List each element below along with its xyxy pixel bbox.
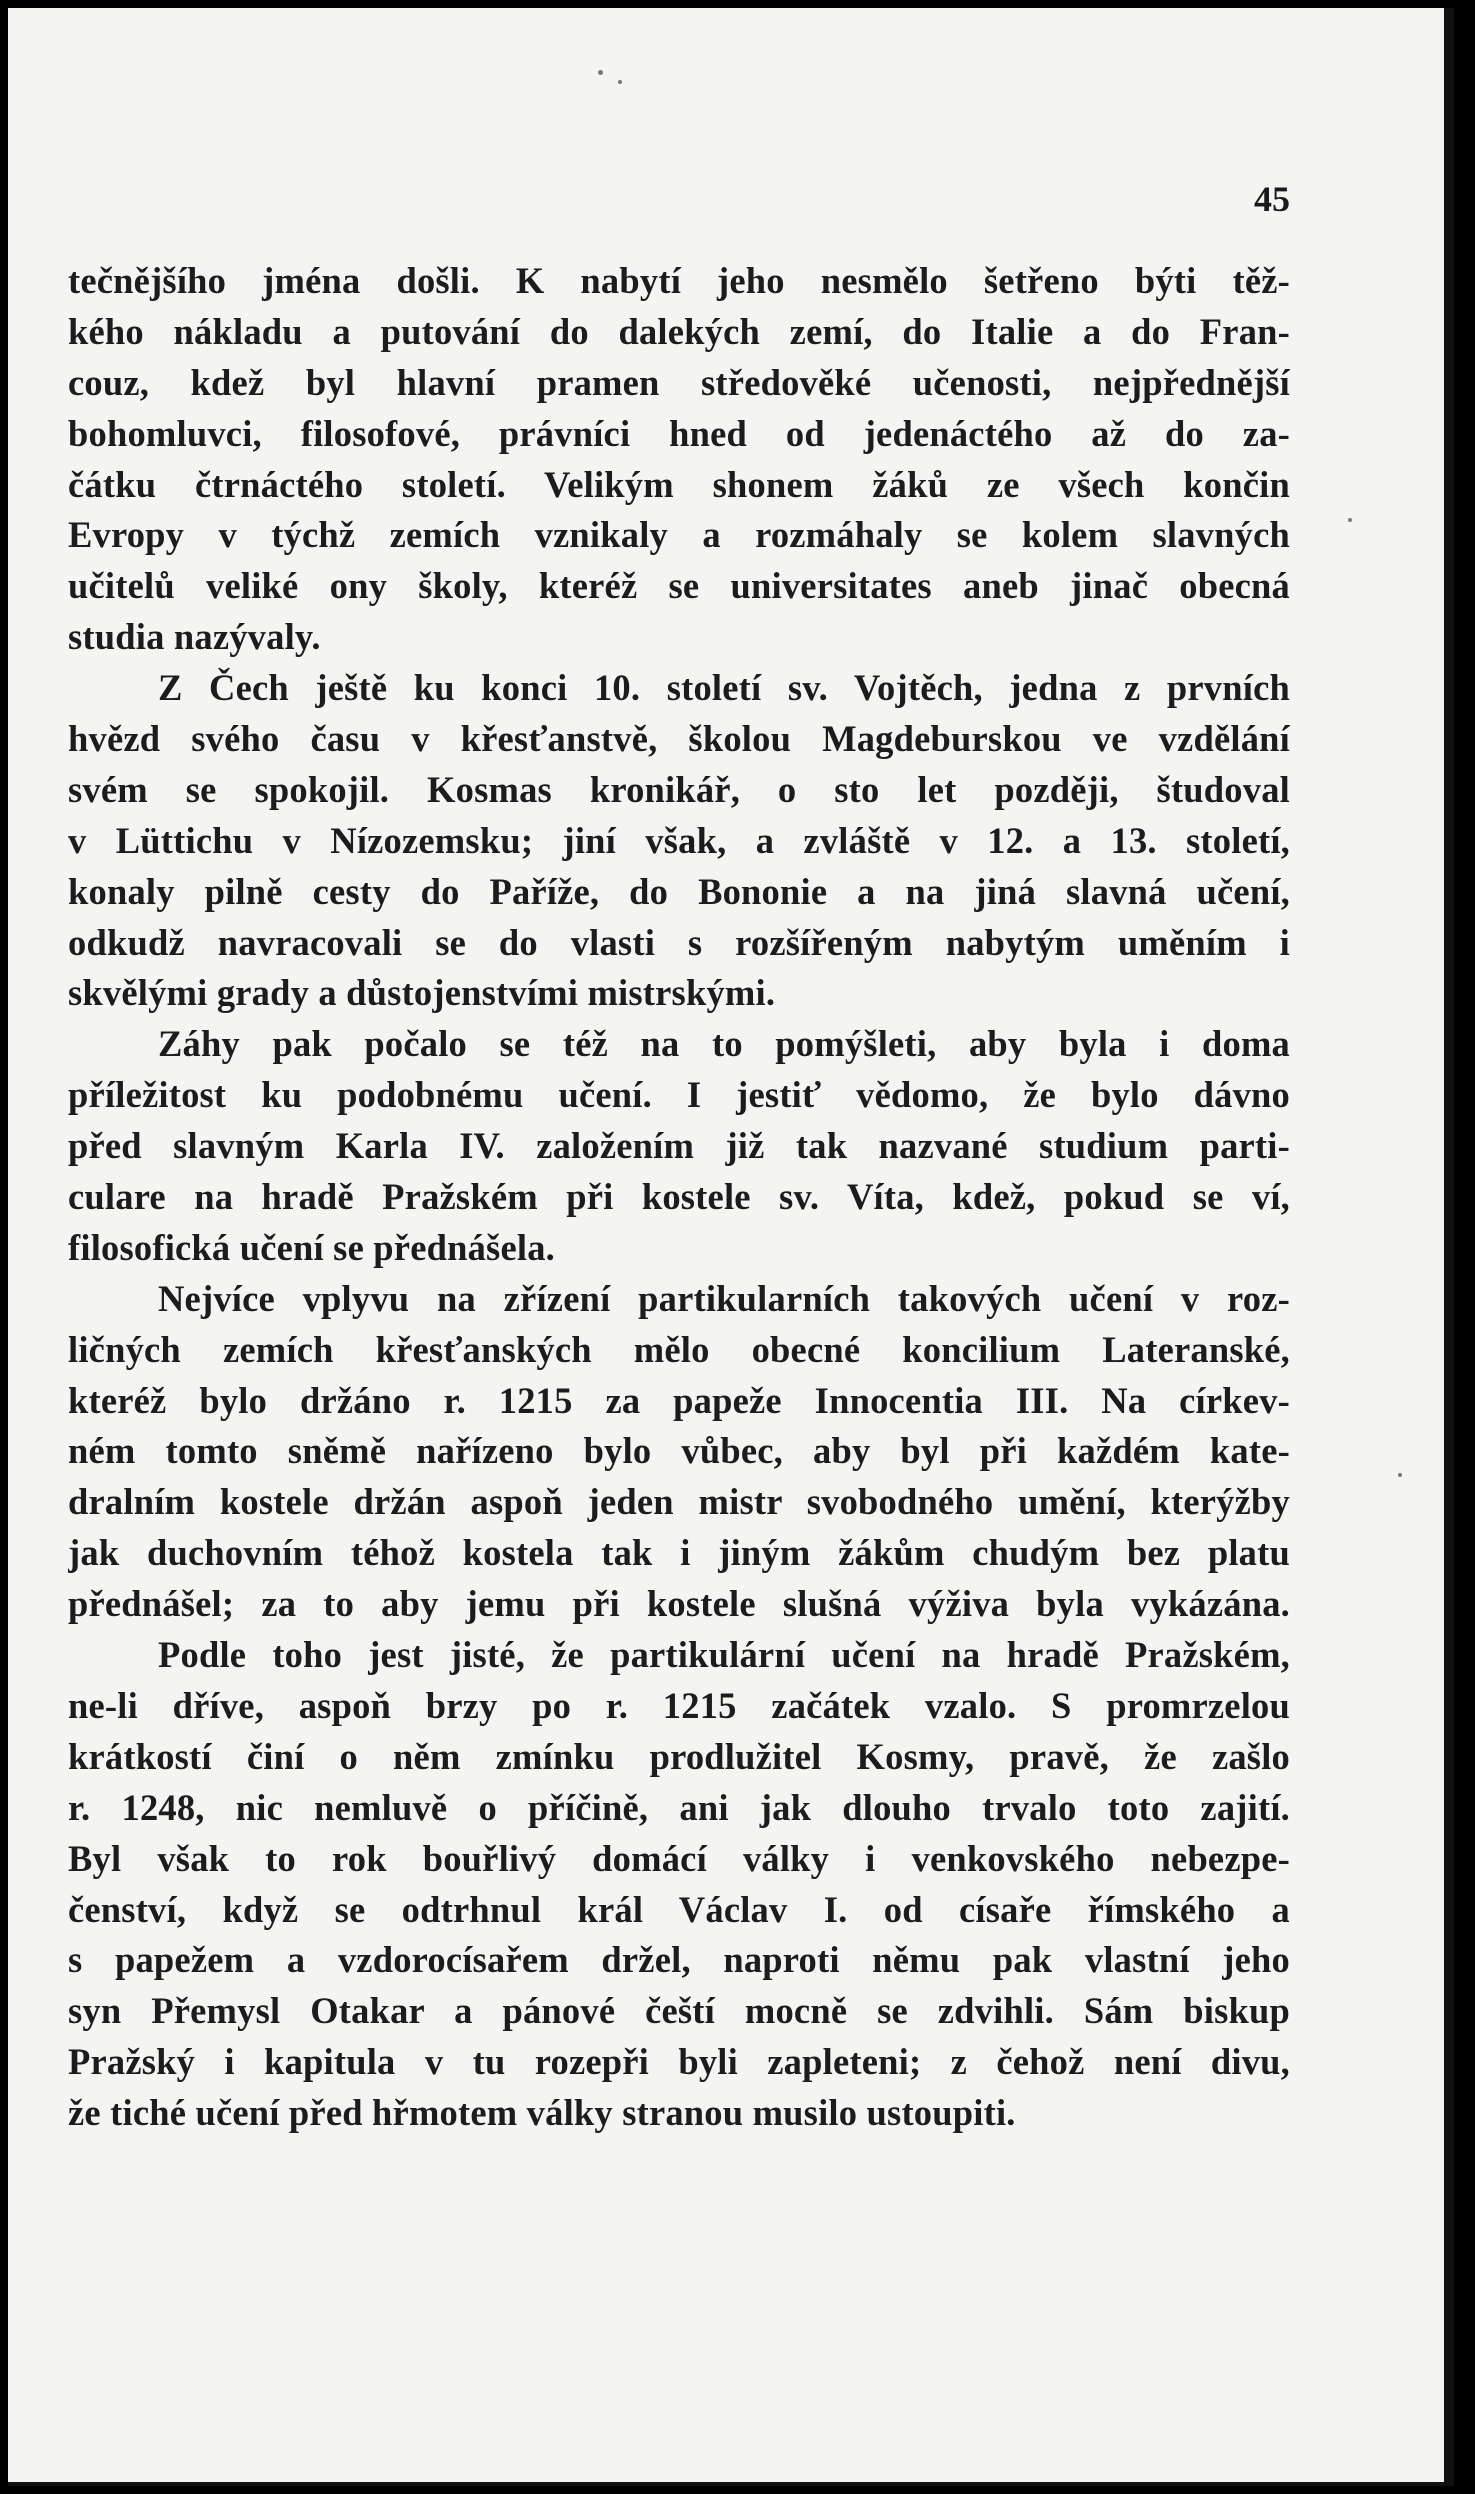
text-line: že tiché učení před hřmotem války stranou musilo ustoupiti. [68, 2092, 1016, 2134]
text-line: dralním kostele držán aspoň jeden mistr svobodného umění, kterýžby [68, 1481, 1290, 1523]
text-line: Z Čech ještě ku konci 10. století sv. Vojtěch, jedna z prvních [158, 667, 1290, 709]
text-line: tečnějšího jména došli. K nabytí jeho nesmělo šetřeno býti těž- [68, 260, 1290, 301]
text-line: kého nákladu a putování do dalekých zemí, do Italie a do Fran- [68, 310, 1290, 352]
text-line: kteréž bylo držáno r. 1215 za papeže Innocentia III. Na církev- [68, 1379, 1290, 1421]
text-line: konaly pilně cesty do Paříže, do Bononie a na jiná slavná učení, [68, 870, 1290, 912]
text-line: culare na hradě Pražském při kostele sv. Víta, kdež, pokud se ví, [68, 1176, 1290, 1218]
text-line: čátku čtrnáctého století. Velikým shonem žáků ze všech končin [68, 463, 1290, 505]
text-line: odkudž navracovali se do vlasti s rozšířeným nabytým uměním i [68, 921, 1290, 963]
text-line: bohomluvci, filosofové, právníci hned od jedenáctého až do za- [68, 412, 1290, 454]
text-line: Evropy v týchž zemích vznikaly a rozmáhaly se kolem slavných [68, 514, 1290, 556]
scan-speck [1398, 1473, 1402, 1477]
text-line: Byl však to rok bouřlivý domácí války i venkovského nebezpe- [68, 1837, 1290, 1879]
scan-speck [598, 70, 603, 75]
text-line: Záhy pak počalo se též na to pomýšleti, aby byla i doma [158, 1023, 1290, 1065]
scan-speck [1348, 518, 1352, 522]
text-line: filosofická učení se přednášela. [68, 1226, 555, 1268]
text-line: ličných zemích křesťanských mělo obecné koncilium Lateranské, [68, 1328, 1290, 1370]
text-line: syn Přemysl Otakar a pánové čeští mocně se zdvihli. Sám biskup [68, 1990, 1290, 2032]
text-line: hvězd svého času v křesťanstvě, školou Magdeburskou ve vzdělání [68, 718, 1290, 760]
text-line: krátkostí činí o něm zmínku prodlužitel Kosmy, pravě, že zašlo [68, 1735, 1290, 1777]
scan-left-edge [0, 0, 8, 2494]
text-line: jak duchovním téhož kostela tak i jiným žákům chudým bez platu [68, 1532, 1290, 1574]
text-line: v Lüttichu v Nízozemsku; jiní však, a zvláště v 12. a 13. století, [68, 819, 1290, 861]
text-line: Nejvíce vplyvu na zřízení partikularních takových učení v roz- [158, 1277, 1290, 1319]
text-line: studia nazývaly. [68, 616, 321, 658]
text-line: skvělými grady a důstojenstvími mistrskými. [68, 972, 776, 1014]
scan-speck [618, 80, 622, 84]
text-line: ne-li dříve, aspoň brzy po r. 1215 začátek vzalo. S promrzelou [68, 1684, 1290, 1726]
text-line: Podle toho jest jisté, že partikulární učení na hradě Pražském, [158, 1634, 1290, 1676]
text-line: před slavným Karla IV. založením již tak nazvané studium parti- [68, 1125, 1290, 1167]
text-line: čenství, když se odtrhnul král Václav I. od císaře římského a [68, 1888, 1290, 1930]
text-line: přednášel; za to aby jemu při kostele slušná výživa byla vykázána. [68, 1583, 1290, 1625]
body-text [68, 256, 1290, 2139]
page-number: 45 [1254, 179, 1290, 219]
text-line: příležitost ku podobnému učení. I jestiť vědomo, že bylo dávno [68, 1074, 1290, 1116]
text-line: ném tomto sněmě nařízeno bylo vůbec, aby byl při každém kate- [68, 1430, 1290, 1472]
text-line: s papežem a vzdorocísařem držel, naproti němu pak vlastní jeho [68, 1939, 1290, 1981]
text-line: couz, kdež byl hlavní pramen středověké učenosti, nejpřednější [68, 361, 1290, 403]
text-line: učitelů veliké ony školy, kteréž se universitates aneb jinač obecná [68, 565, 1290, 607]
text-line: Pražský i kapitula v tu rozepři byli zapleteni; z čehož není divu, [68, 2041, 1290, 2083]
text-line: r. 1248, nic nemluvě o příčině, ani jak dlouho trvalo toto zajití. [68, 1786, 1290, 1828]
text-line: svém se spokojil. Kosmas kronikář, o sto let později, študoval [68, 768, 1290, 810]
